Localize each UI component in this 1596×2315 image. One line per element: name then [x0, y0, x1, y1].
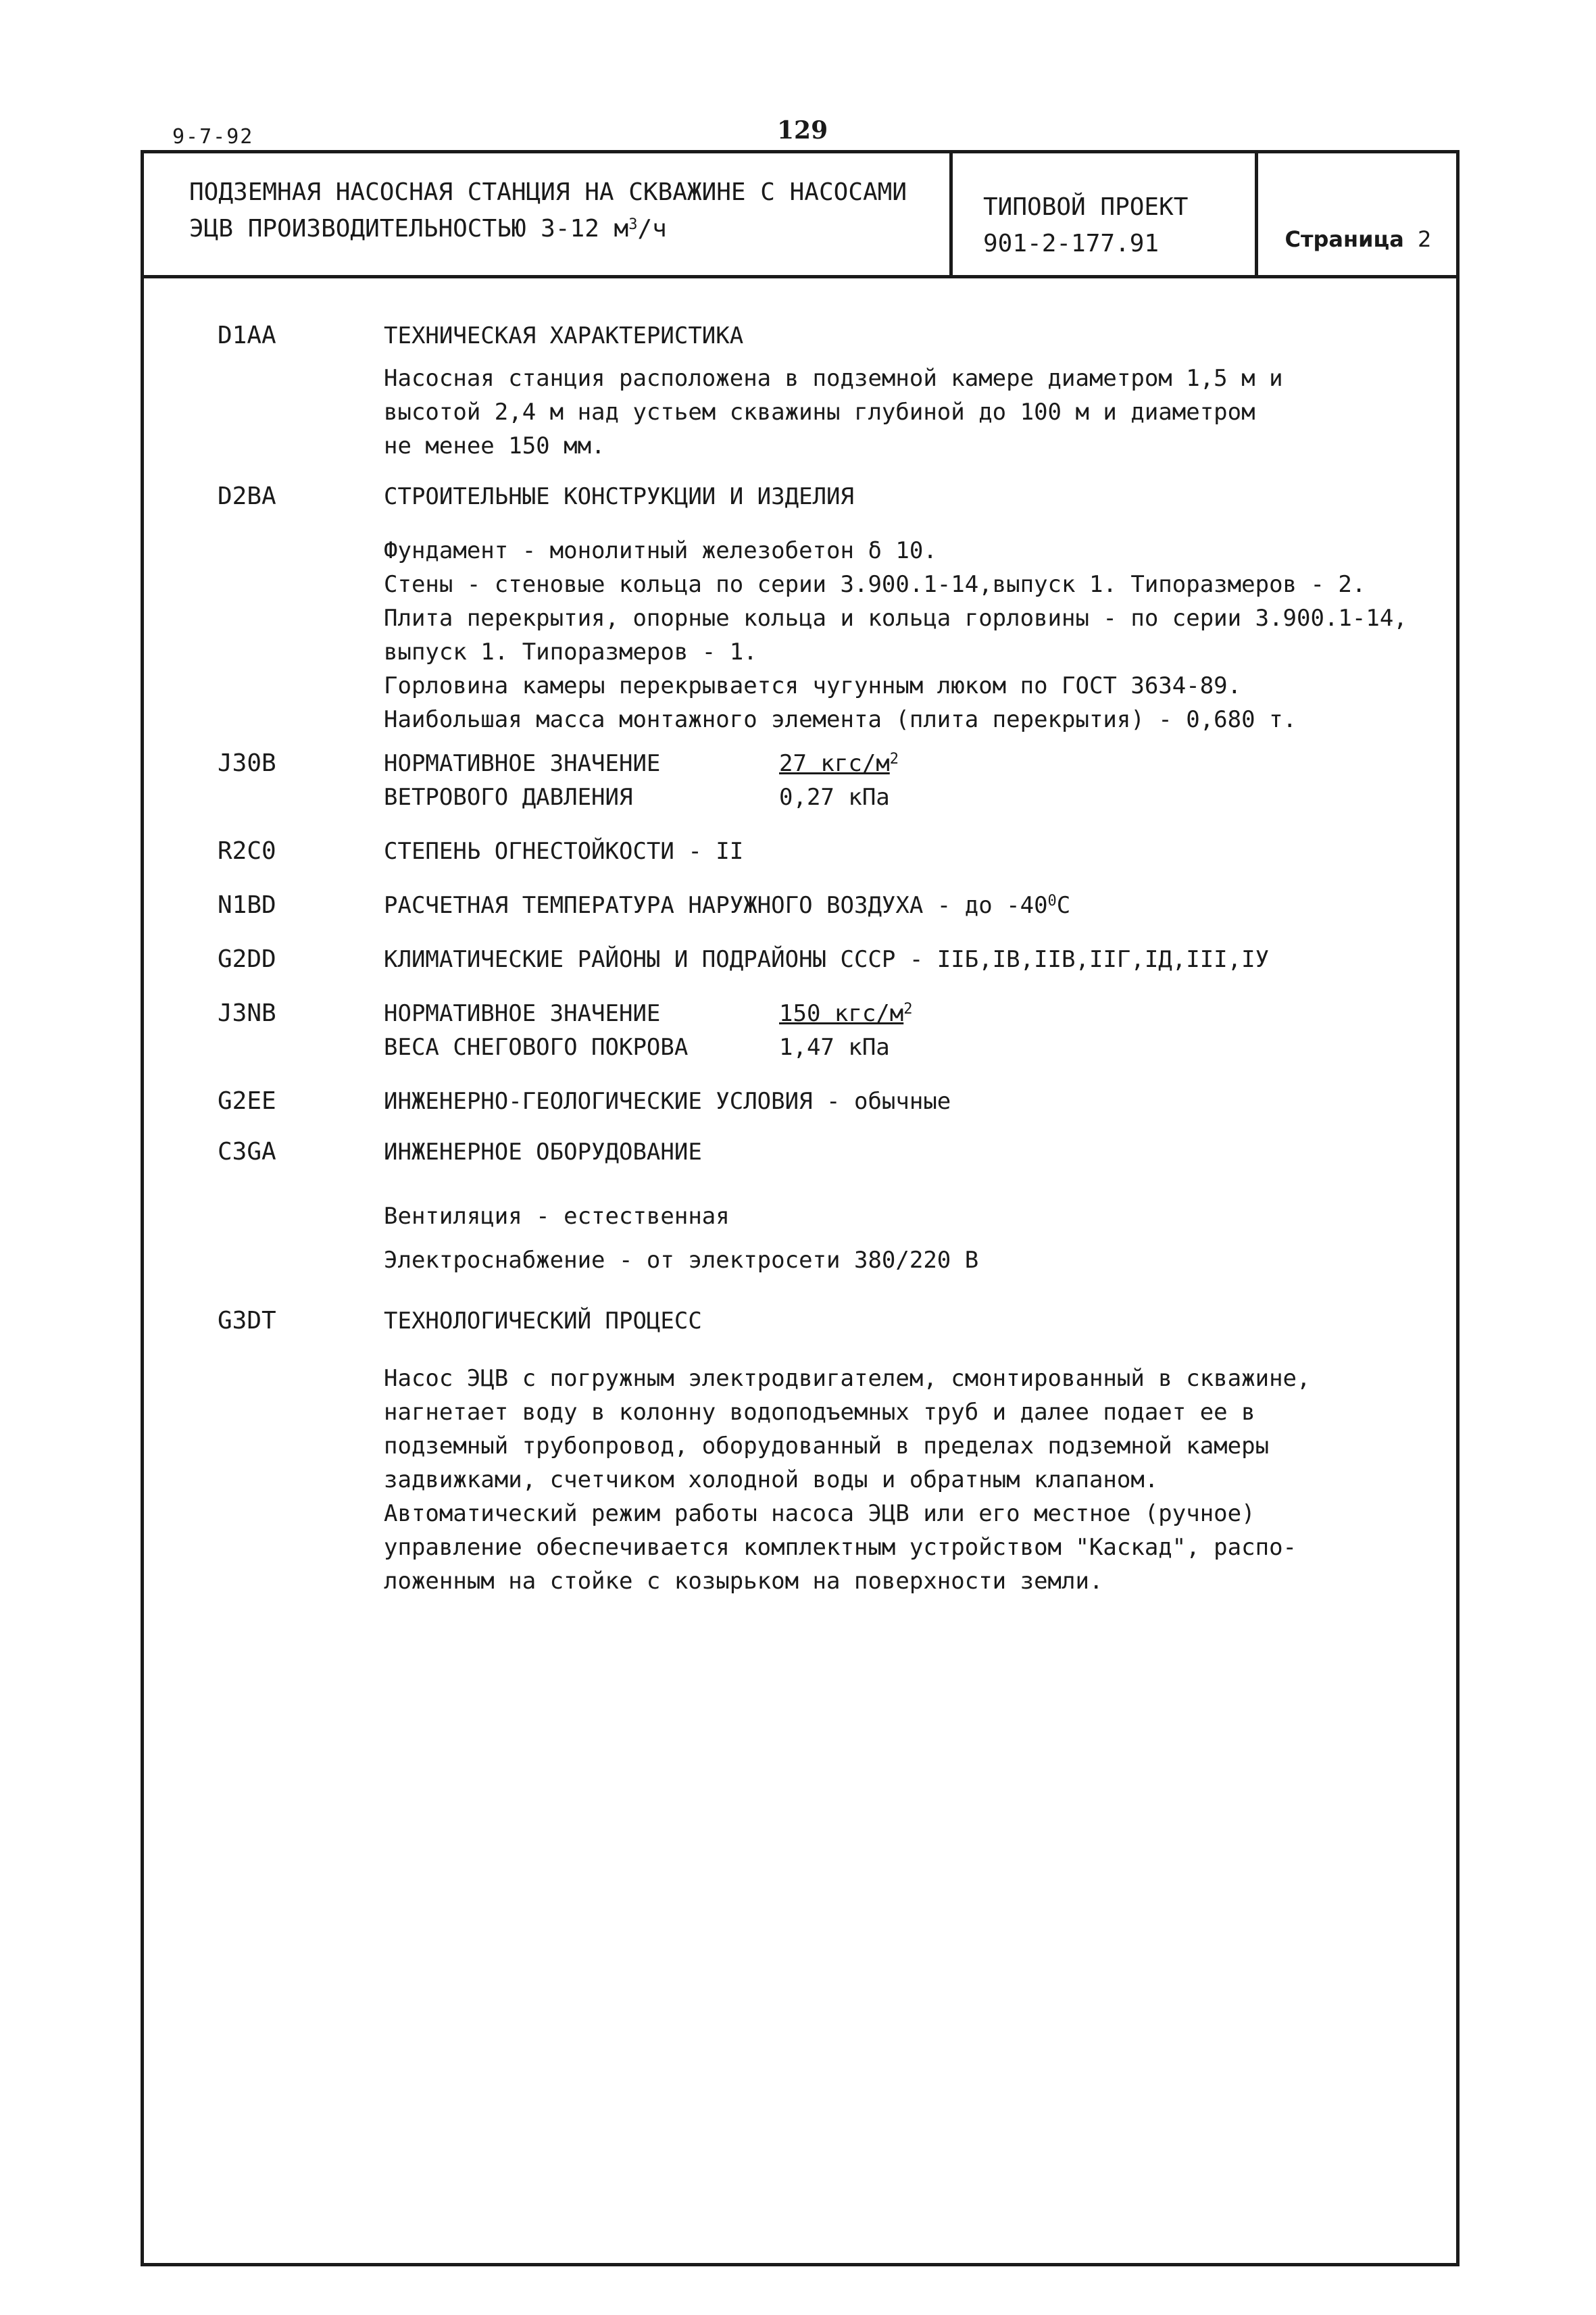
snow-label-1: НОРМАТИВНОЕ ЗНАЧЕНИЕ: [384, 1000, 661, 1027]
section-body-10: [384, 1362, 1310, 1598]
text-line: Наибольшая масса монтажного элемента (плита перекрытия) - 0,680 т.: [384, 706, 1297, 733]
text-line: нагнетает воду в колонну водоподъемных труб и далее подает ее в: [384, 1399, 1255, 1426]
section-code-5: N1BD: [218, 891, 276, 919]
project-number: 901-2-177.91: [983, 230, 1159, 257]
document-code: 9-7-92: [172, 125, 254, 149]
wind-label-2: ВЕТРОВОГО ДАВЛЕНИЯ: [384, 784, 633, 811]
page-frame: [141, 150, 1460, 2266]
text-line: Насосная станция расположена в подземной камере диаметром 1,5 м и: [384, 365, 1283, 392]
section-code-6: G2DD: [218, 945, 276, 973]
project-label: ТИПОВОЙ ПРОЕКТ: [983, 193, 1189, 221]
section-heading-10: ТЕХНОЛОГИЧЕСКИЙ ПРОЦЕСС: [384, 1308, 702, 1335]
section-heading-1: ТЕХНИЧЕСКАЯ ХАРАКТЕРИСТИКА: [384, 322, 744, 349]
section-code-7: J3NB: [218, 999, 276, 1027]
text-line: выпуск 1. Типоразмеров - 1.: [384, 639, 757, 666]
text-line: Фундамент - монолитный железобетон δ 10.: [384, 537, 937, 564]
section-code-2: D2BA: [218, 482, 276, 510]
text-line: Горловина камеры перекрывается чугунным люком по ГОСТ 3634-89.: [384, 672, 1242, 699]
section-heading-5: РАСЧЕТНАЯ ТЕМПЕРАТУРА НАРУЖНОГО ВОЗДУХА - до $-40^0С$: [384, 892, 1071, 919]
section-code-10: G3DT: [218, 1307, 276, 1335]
section-code-8: G2EE: [218, 1087, 276, 1115]
text-line: задвижками, счетчиком холодной воды и обратным клапаном.: [384, 1466, 1159, 1493]
text-line: подземный трубопровод, оборудованный в пределах подземной камеры: [384, 1433, 1270, 1460]
ventilation-line: Вентиляция - естественная: [384, 1203, 730, 1230]
wind-label-1: НОРМАТИВНОЕ ЗНАЧЕНИЕ: [384, 750, 661, 777]
section-heading-6: КЛИМАТИЧЕСКИЕ РАЙОНЫ И ПОДРАЙОНЫ СССР - IIБ,IВ,IIВ,IIГ,IД,III,IУ: [384, 946, 1270, 973]
header-separator-2: [1255, 150, 1258, 277]
text-line: управление обеспечивается комплектным устройством "Каскад", распо-: [384, 1534, 1297, 1561]
snow-value-2: 1,47 кПа: [779, 1034, 890, 1061]
text-line: ложенным на стойке с козырьком на поверхности земли.: [384, 1568, 1103, 1595]
section-heading-8: ИНЖЕНЕРНО-ГЕОЛОГИЧЕСКИЕ УСЛОВИЯ - обычные: [384, 1088, 951, 1115]
section-code-1: D1AA: [218, 322, 276, 349]
section-body-2: [384, 534, 1407, 737]
wind-value-1: 27 кгс/$м^2$: [779, 750, 899, 777]
page-number: 129: [777, 116, 828, 145]
sheet-page-label: Страница: [1285, 226, 1404, 252]
section-heading-4: СТЕПЕНЬ ОГНЕСТОЙКОСТИ - II: [384, 838, 744, 865]
section-heading-2: СТРОИТЕЛЬНЫЕ КОНСТРУКЦИИ И ИЗДЕЛИЯ: [384, 483, 854, 510]
text-line: Стены - стеновые кольца по серии 3.900.1-14,выпуск 1. Типоразмеров - 2.: [384, 571, 1366, 598]
text-line: высотой 2,4 м над устьем скважины глубиной до 100 м и диаметром: [384, 399, 1255, 426]
text-line: Плита перекрытия, опорные кольца и кольца горловины - по серии 3.900.1-14,: [384, 605, 1407, 632]
wind-value-2: 0,27 кПа: [779, 784, 890, 811]
document-title: [189, 174, 907, 247]
text-line: не менее 150 мм.: [384, 432, 605, 459]
section-code-4: R2C0: [218, 837, 276, 865]
section-code-9: C3GA: [218, 1138, 276, 1166]
sheet-page-value: 2: [1418, 226, 1432, 252]
section-heading-9: ИНЖЕНЕРНОЕ ОБОРУДОВАНИЕ: [384, 1139, 702, 1166]
text-line: Автоматический режим работы насоса ЭЦВ или его местное (ручное): [384, 1500, 1255, 1527]
power-supply-line: Электроснабжение - от электросети 380/220 В: [384, 1247, 979, 1274]
text-line: Насос ЭЦВ с погружным электродвигателем, смонтированный в скважине,: [384, 1365, 1311, 1392]
header-separator-1: [949, 150, 953, 277]
section-body-1: [384, 362, 1283, 463]
header-divider: [141, 275, 1460, 278]
sheet-page: [1258, 226, 1458, 252]
snow-label-2: ВЕСА СНЕГОВОГО ПОКРОВА: [384, 1034, 689, 1061]
title-line-1: ПОДЗЕМНАЯ НАСОСНАЯ СТАНЦИЯ НА СКВАЖИНЕ С НАСОСАМИ: [189, 178, 907, 206]
section-code-3: J30B: [218, 749, 276, 777]
snow-value-1: 150 кгс/$м^2$: [779, 1000, 913, 1027]
project-block: [983, 189, 1188, 262]
title-line-2: ЭЦВ ПРОИЗВОДИТЕЛЬНОСТЬЮ 3-12 $м^3/ч$: [189, 215, 667, 243]
